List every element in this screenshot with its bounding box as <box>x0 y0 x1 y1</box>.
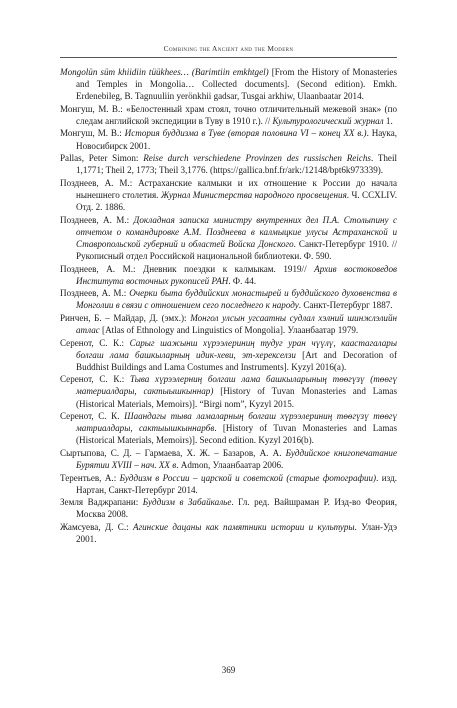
reference-text: [History of Tuvan Monasteries and Lamas (Historical Materials, Memoirs)]. “Birgi nom”, Kyzyl 2015. <box>76 386 397 409</box>
reference-text: . Улан-Удэ 2001. <box>76 521 397 545</box>
reference-text: [Art and Decoration of Buddhist Buildings and Lama Costumes and Instruments]. Kyzyl 2016(a). <box>76 349 397 372</box>
reference-entry <box>60 66 397 102</box>
reference-text: . изд. Нартан, Санкт-Петербург 2014. <box>76 472 397 495</box>
reference-entry <box>60 103 397 127</box>
reference-text: Позднеев, А. М.: <box>60 288 130 299</box>
reference-text: Pallas, Peter Simon: <box>60 153 144 164</box>
reference-text: . Theil 1,1771; Theil 2, 1773; Theil 3,1776. (https://gallica.bnf.fr/ark:/12148/bpt6k973339). <box>76 153 398 176</box>
reference-text: . Admon, Улаанбаатар 2006. <box>176 460 284 470</box>
reference-entry <box>60 447 397 471</box>
reference-text: . Санкт-Петербург 1910. // Рукописный отдел Российской национальной библиотеки. Ф. 590. <box>76 238 397 261</box>
reference-title: Буддизм в Забайкалье <box>142 497 232 508</box>
reference-text: Монгуш, М. В.: <box>60 128 125 139</box>
reference-title: Агинские дацаны как памятники истории и культуры <box>133 521 355 532</box>
reference-entry <box>60 214 397 262</box>
reference-text: Позднеев, А. М.: Астраханские калмыки и их отношение к России до начала нынешнего столетия. <box>60 177 397 200</box>
reference-text: . Ф. 44. <box>228 275 257 286</box>
reference-entry <box>60 127 397 151</box>
reference-title: Буддизм в России – царской и советской (старые фотографии) <box>119 472 377 483</box>
reference-text: . Ч. CCXLIV. Отд. 2. 1886. <box>76 189 397 213</box>
reference-text: . Гл. ред. Вайшраман Р. Изд-во Феория, Москва 2008. <box>76 497 397 520</box>
reference-title: Архив востоковедов Института восточных рукописей РАН <box>76 263 397 286</box>
reference-entry <box>60 263 397 287</box>
reference-title: Шаандагы тыва ламаларның болгаш хүрээлериниң төөгүзү төөгү матриалдары, сактыышкыннарбв <box>76 411 397 434</box>
reference-text: . [History of Tuvan Monasteries and Lamas (Historical Materials, Memoirs)]. Second edition. Kyzyl 2016(b). <box>76 423 397 446</box>
reference-title: Очерки быта буддийских монастырей и буддийского духовенства в Монголии в связи с отношением сего последнего к народу <box>76 288 397 311</box>
reference-entry <box>60 410 397 446</box>
running-head: Combining the Ancient and the Modern <box>163 44 294 53</box>
reference-text: Жамсуева, Д. С.: <box>60 521 134 532</box>
reference-text: Серенот, С. К. <box>60 411 125 422</box>
reference-text: Монгуш, М. В.: «Белостенный храм стоял, точно отличительный межевой знак» (по следам английской экспедиции в Туву в 1910 г.). // <box>60 103 397 126</box>
reference-text: Серенот, С. К.: <box>60 374 131 385</box>
reference-title: История буддизма в Туве (вторая половина VI – конец XX в.) <box>124 128 367 139</box>
reference-text: 1. <box>383 115 393 126</box>
header-rule <box>60 57 397 58</box>
reference-title: Докладная записка министру внутренних дел П.А. Столыпину с отчетом о командировке А.М. Позднеева в калмыцкие улусы Астраханской и Ставропольской губерний и областей Войска Донского <box>76 214 397 249</box>
reference-entry <box>60 152 397 176</box>
reference-entry <box>60 521 397 545</box>
reference-text: Сыртыпова, С. Д. – Гармаева, Х. Ж. – Базаров, А. А. <box>60 447 286 458</box>
reference-entry <box>60 496 397 520</box>
reference-text: [From the History of Monasteries and Temples in Mongolia… Collected documents]. (Second edition). Emkh. Erdenebileg, B. Tagnuuliin yerönkhii gadsar, Tusgai arkhiw, Ulaanbaatar 2014. <box>76 67 397 102</box>
bibliography-list <box>60 66 397 546</box>
reference-text: [Atlas of Ethnology and Linguistics of Mongolia]. Улаанбаатар 1979. <box>99 324 359 335</box>
reference-title: Монгол улсын угсаатны судлал хэлний шинжлэлийн атлас <box>76 312 398 335</box>
reference-entry <box>60 472 397 496</box>
reference-text: Терентьев, А.: <box>60 472 120 483</box>
reference-title: Mongolün süm khiidiin tüükhees… (Barimtiin emkhtgel) <box>60 67 269 77</box>
reference-title: Буддийское книгопечатание Бурятии XVIII – нач. XX в <box>76 447 397 470</box>
reference-entry <box>60 312 397 336</box>
reference-text: Позднеев, А. М.: <box>60 214 134 225</box>
reference-text: Земля Ваджрапани: <box>60 497 143 508</box>
reference-title: Сарыг шажынш хүрээлериниң тудуг уран чүүлү, каастагалары болгаш лама башкыларның идик-хеви, эт-херекселзи <box>76 337 397 360</box>
reference-title: Культурологический журнал <box>272 115 384 126</box>
reference-text: . Наука, Новосибирск 2001. <box>76 128 398 151</box>
reference-title: Тыва хүрээлерниң болгаш лама башкыларының төөгүзү (төөгү материалдары, сактыышкыннар) <box>76 374 397 397</box>
reference-entry <box>60 287 397 311</box>
reference-text: . Санкт-Петербург 1887. <box>298 300 393 311</box>
reference-text: Серенот, С. К.: <box>60 337 130 348</box>
reference-text: Позднеев, А. М.: Дневник поездки к калмыкам. 1919// <box>60 263 315 274</box>
reference-entry <box>60 373 397 409</box>
reference-entry <box>60 177 397 213</box>
reference-text: Ринчен, Б. – Майдар, Д. (эмх.): <box>60 312 191 323</box>
reference-entry <box>60 337 397 373</box>
reference-title: Журнал Министерства народного просвещения <box>160 189 347 200</box>
page-number: 369 <box>221 665 236 675</box>
reference-title: Reise durch verschiedene Provinzen des russischen Reichs <box>143 153 371 164</box>
